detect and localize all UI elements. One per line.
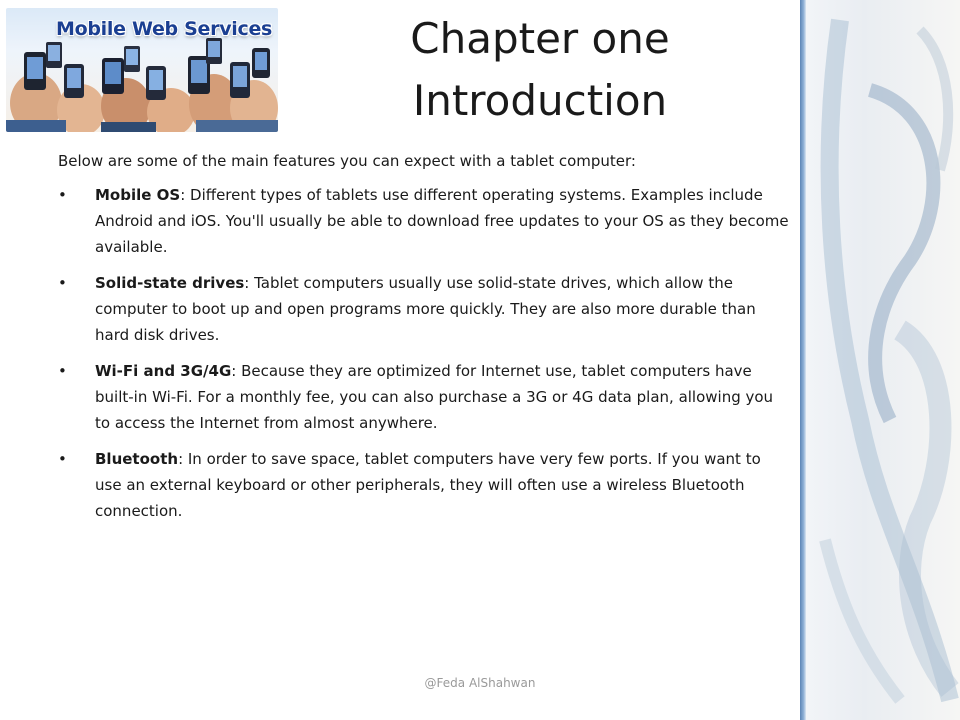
bullet-icon: • [58,362,67,380]
title-line-2: Introduction [412,76,668,125]
feature-term: Mobile OS [95,186,181,204]
feature-term: Solid-state drives [95,274,245,292]
feature-description: : In order to save space, tablet computers have very few ports. If you want to use an external keyboard or other peripherals, they will often use a wireless Bluetooth connection. [95,450,761,520]
footer-author: @Feda AlShahwan [424,676,536,690]
decorative-side-strip [800,0,960,720]
bullet-icon: • [58,186,67,204]
feature-term: Wi-Fi and 3G/4G [95,362,232,380]
swirl-decoration [800,0,960,720]
title-line-1: Chapter one [410,14,670,63]
feature-list [58,182,790,524]
list-item [58,446,790,524]
feature-description: : Different types of tablets use different operating systems. Examples include Android and iOS. You'll usually be able to download free updates to your OS as they become available. [95,186,789,256]
slide-body [58,148,790,534]
list-item [58,358,790,436]
mobile-web-services-logo [6,8,278,132]
list-item [58,182,790,260]
slide-title [310,8,770,132]
list-item [58,270,790,348]
logo-text: Mobile Web Services [56,18,273,40]
feature-description: : Because they are optimized for Internet use, tablet computers have built-in Wi-Fi. For a monthly fee, you can also purchase a 3G or 4G data plan, allowing you to access the Internet from almost anywhere. [95,362,774,432]
feature-term: Bluetooth [95,450,179,468]
intro-paragraph: Below are some of the main features you can expect with a tablet computer: [58,152,636,170]
feature-description: : Tablet computers usually use solid-state drives, which allow the computer to boot up and open programs more quickly. They are also more durable than hard disk drives. [95,274,756,344]
bullet-icon: • [58,450,67,468]
bullet-icon: • [58,274,67,292]
